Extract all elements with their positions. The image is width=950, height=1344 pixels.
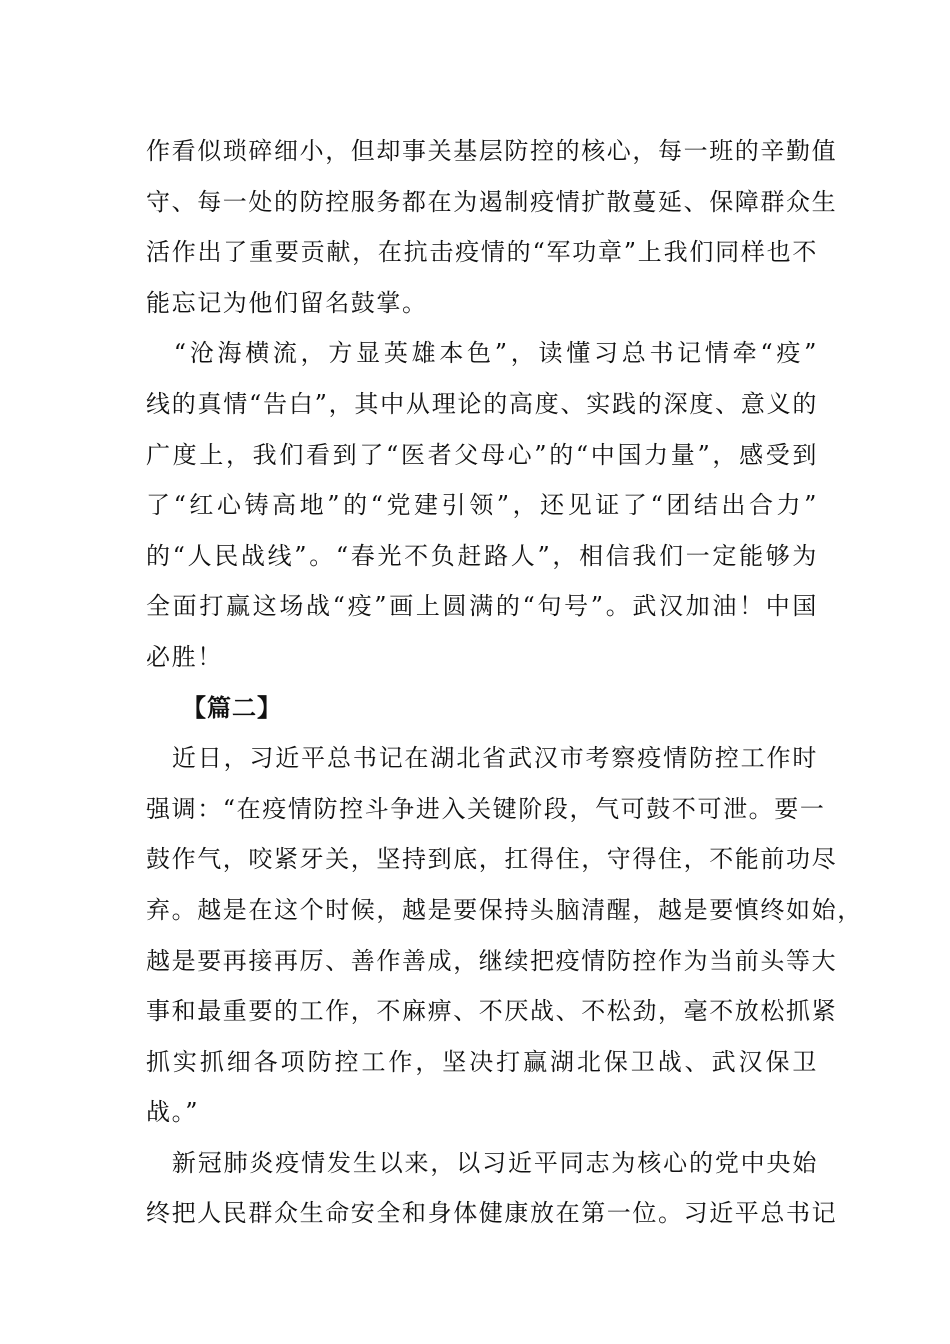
text-line: 近日，习近平总书记在湖北省武汉市考察疫情防控工作时	[146, 744, 818, 773]
text-line: 事和最重要的工作，不麻痹、不厌战、不松劲，毫不放松抓紧	[146, 997, 838, 1026]
paragraph-1	[146, 126, 838, 328]
paragraph-3	[146, 733, 863, 1138]
text-line: 强调：“在疫情防控斗争进入关键阶段，气可鼓不可泄。要一	[146, 794, 826, 823]
text-line: 抓实抓细各项防控工作，坚决打赢湖北保卫战、武汉保卫	[146, 1047, 818, 1076]
section-heading: 【篇二】	[182, 693, 282, 722]
text-line: 的“人民战线”。“春光不负赶路人”，相信我们一定能够为	[146, 541, 818, 570]
text-line: 守、每一处的防控服务都在为遏制疫情扩散蔓延、保障群众生	[146, 187, 838, 216]
text-line: 作看似琐碎细小，但却事关基层防控的核心，每一班的辛勤值	[146, 137, 838, 165]
document-body	[146, 126, 863, 1239]
text-line: 能忘记为他们留名鼓掌。	[146, 288, 428, 317]
text-line: 弃。越是在这个时候，越是要保持头脑清醒，越是要慎终如始，	[146, 895, 863, 924]
text-line: 全面打赢这场战“疫”画上圆满的“句号”。武汉加油！中国	[146, 592, 818, 621]
paragraph-4	[146, 1138, 838, 1239]
text-line: 广度上，我们看到了“医者父母心”的“中国力量”，感受到	[146, 440, 818, 469]
text-line: 鼓作气，咬紧牙关，坚持到底，扛得住，守得住，不能前功尽	[146, 845, 838, 874]
text-line: “沧海横流，方显英雄本色”，读懂习总书记情牵“疫”	[146, 339, 818, 368]
text-line: 必胜！	[146, 642, 223, 671]
text-line: 终把人民群众生命安全和身体健康放在第一位。习近平总书记	[146, 1199, 838, 1228]
text-line: 了“红心铸高地”的“党建引领”，还见证了“团结出合力”	[146, 491, 818, 520]
text-line: 新冠肺炎疫情发生以来，以习近平同志为核心的党中央始	[146, 1148, 818, 1177]
text-line: 越是要再接再厉、善作善成，继续把疫情防控作为当前头等大	[146, 946, 838, 975]
paragraph-2	[146, 328, 818, 682]
text-line: 活作出了重要贡献，在抗击疫情的“军功章”上我们同样也不	[146, 238, 818, 267]
text-line: 战。”	[146, 1098, 200, 1127]
text-line: 线的真情“告白”，其中从理论的高度、实践的深度、意义的	[146, 389, 818, 418]
